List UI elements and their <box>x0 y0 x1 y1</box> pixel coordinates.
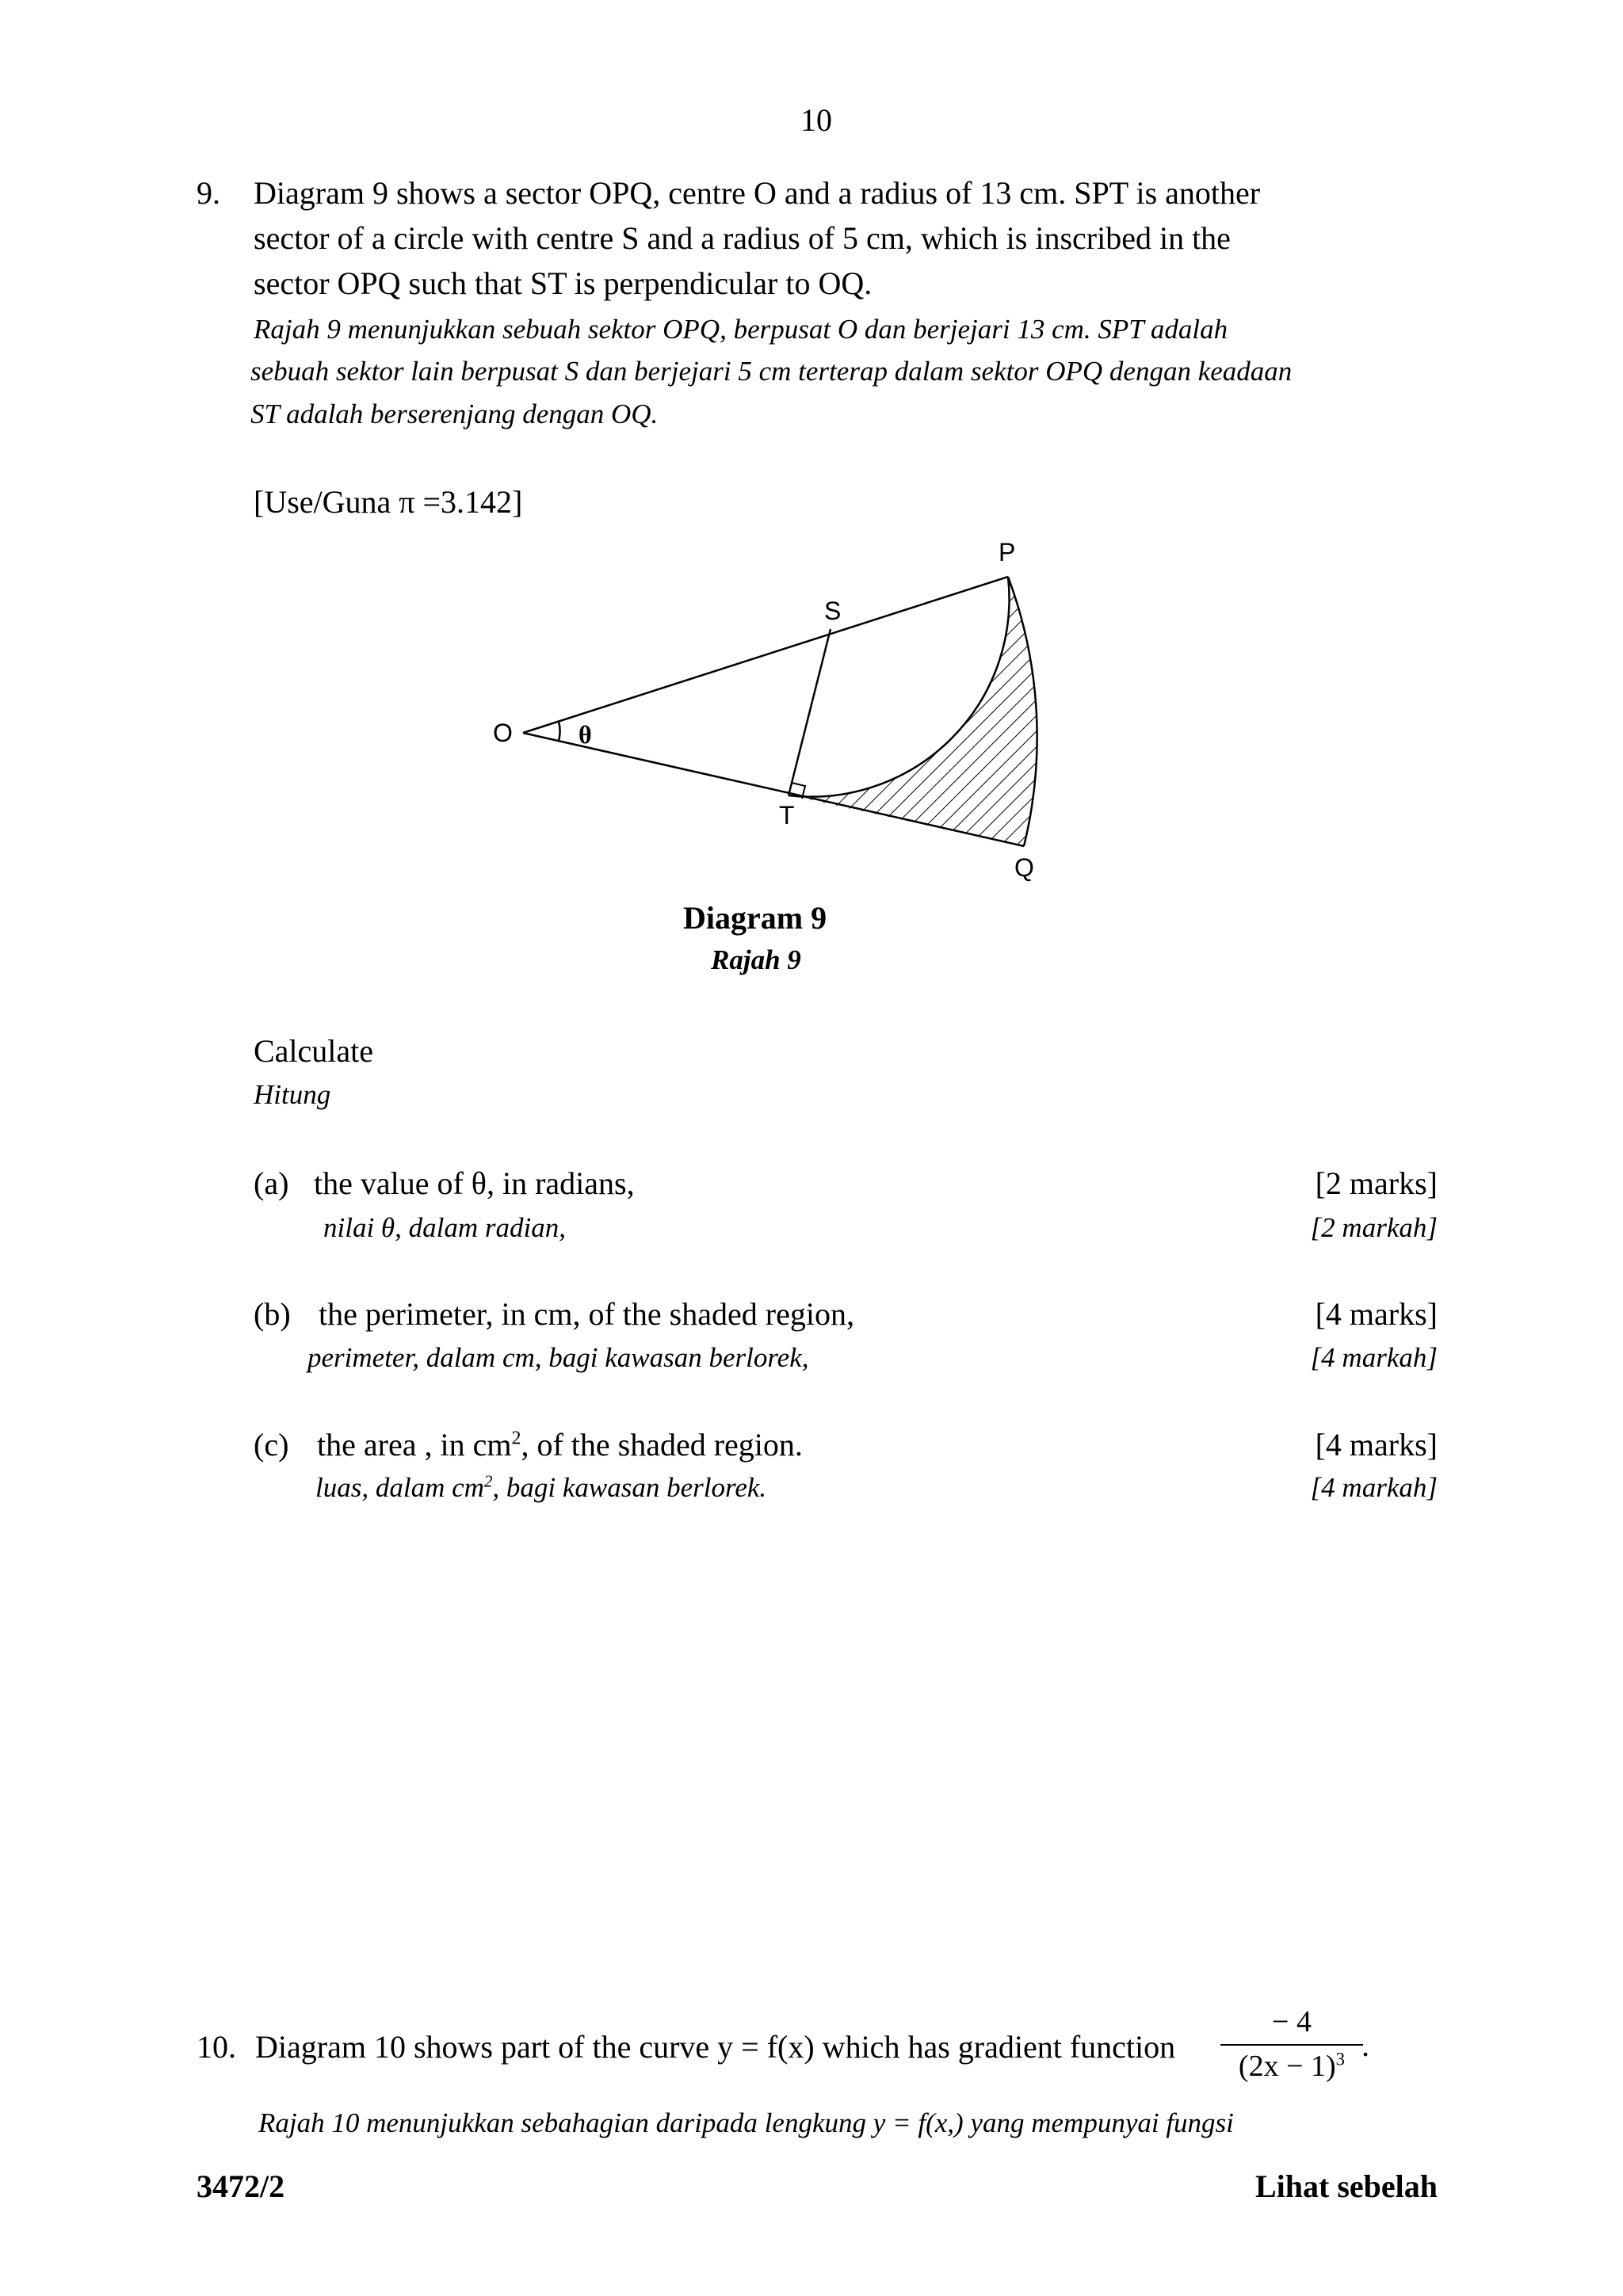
footer-next: Lihat sebelah <box>1254 2168 1438 2204</box>
part-c-text-my-b: , bagi kawasan berlorek. <box>492 1472 767 1503</box>
part-a-text-en: the value of θ, in radians, <box>314 1165 635 1201</box>
part-c-marks-en: [4 marks] <box>1315 1427 1438 1463</box>
diagram-caption-my: Rajah 9 <box>711 944 801 975</box>
label-S: S <box>824 597 842 625</box>
fraction-denominator-base: (2x − 1) <box>1238 2050 1336 2083</box>
label-T: T <box>779 801 795 830</box>
part-a-text-my: nilai θ, dalam radian, <box>323 1212 566 1243</box>
q9-text-my-3: ST adalah berserenjang dengan OQ. <box>250 399 659 429</box>
footer-code: 3472/2 <box>197 2168 285 2204</box>
part-a-label: (a) <box>254 1165 289 1201</box>
q9-text-my-2: sebuah sektor lain berpusat S dan berjejari 5 cm terterap dalam sektor OPQ dengan keadaan <box>250 356 1293 387</box>
q9-text-my-1: Rajah 9 menunjukkan sebuah sektor OPQ, berpusat O dan berjejari 13 cm. SPT adalah <box>254 314 1228 345</box>
label-Q: Q <box>1014 853 1034 882</box>
label-P: P <box>999 538 1016 566</box>
calculate-en: Calculate <box>254 1033 374 1069</box>
part-a-marks-en: [2 marks] <box>1315 1165 1438 1201</box>
part-c-text-en-b: , of the shaded region. <box>521 1427 803 1463</box>
part-c-text-en <box>317 1426 803 1463</box>
fraction-numerator: − 4 <box>1272 2005 1312 2039</box>
gradient-fraction <box>1220 2004 1363 2084</box>
q9-number: 9. <box>197 175 220 211</box>
pi-note: [Use/Guna π =3.142] <box>254 484 523 520</box>
part-c-sup-my: 2 <box>483 1471 493 1491</box>
part-a-marks-my: [2 markah] <box>1310 1212 1438 1243</box>
diagram-caption-en: Diagram 9 <box>683 900 827 936</box>
calculate-my: Hitung <box>254 1079 331 1110</box>
line-ST <box>789 629 831 795</box>
q10-number: 10. <box>197 2029 236 2065</box>
part-b-label: (b) <box>254 1296 291 1332</box>
label-theta: θ <box>579 720 592 749</box>
part-c-text-my-a: luas, dalam cm <box>315 1472 484 1503</box>
label-O: O <box>493 719 513 747</box>
line-OP <box>523 577 1008 733</box>
part-c-text-en-a: the area , in cm <box>317 1427 512 1463</box>
q10-text-en-1: Diagram 10 shows part of the curve y = f(x) which has gradient function <box>255 2029 1176 2065</box>
part-c-sup-en: 2 <box>511 1428 521 1449</box>
fraction-denominator <box>1220 2049 1363 2084</box>
fraction-bar <box>1220 2044 1363 2046</box>
part-b-text-en: the perimeter, in cm, of the shaded region, <box>319 1296 854 1332</box>
q10-period: . <box>1361 2027 1369 2063</box>
part-c-marks-my: [4 markah] <box>1310 1472 1438 1503</box>
diagram-9 <box>475 523 1078 887</box>
page-number: 10 <box>800 102 832 138</box>
q9-text-en-1: Diagram 9 shows a sector OPQ, centre O and a radius of 13 cm. SPT is another <box>254 175 1261 211</box>
part-c-text-my <box>315 1472 766 1504</box>
angle-arc <box>559 722 560 741</box>
q9-text-en-3: sector OPQ such that ST is perpendicular to OQ. <box>254 265 873 301</box>
part-b-text-my: perimeter, dalam cm, bagi kawasan berlorek, <box>307 1342 809 1373</box>
q10-text-my-1: Rajah 10 menunjukkan sebahagian daripada lengkung y = f(x,) yang mempunyai fungsi <box>258 2107 1234 2138</box>
part-b-marks-my: [4 markah] <box>1310 1342 1438 1373</box>
part-c-label: (c) <box>254 1427 289 1463</box>
q9-text-en-2: sector of a circle with centre S and a radius of 5 cm, which is inscribed in the <box>254 220 1231 256</box>
fraction-denominator-exp: 3 <box>1335 2049 1346 2069</box>
part-b-marks-en: [4 marks] <box>1315 1296 1438 1332</box>
